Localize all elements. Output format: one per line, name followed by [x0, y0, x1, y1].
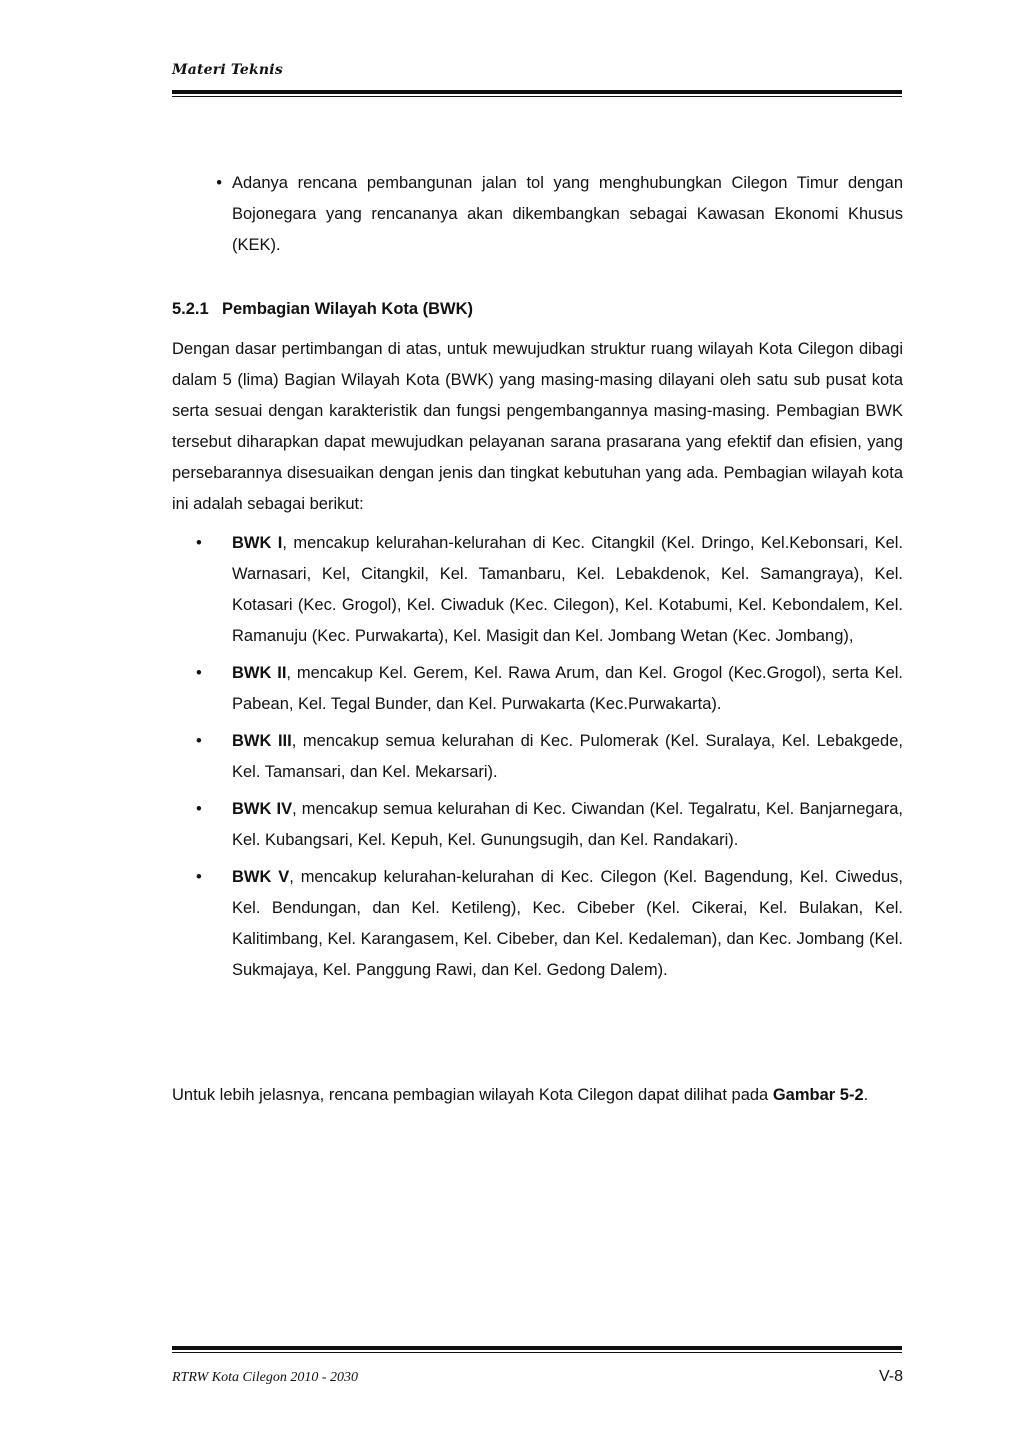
closing-paragraph	[172, 1085, 903, 1106]
bwk-text	[212, 794, 903, 856]
bullet-icon: •	[196, 534, 202, 552]
bullet-icon: •	[196, 732, 202, 750]
list-item	[172, 168, 903, 261]
closing-end: .	[863, 1086, 869, 1104]
bwk-text	[212, 528, 903, 652]
bwk-list	[172, 528, 903, 992]
footer-rule-thin	[172, 1352, 902, 1353]
intro-bullet-text: Adanya rencana pembangunan jalan tol yang menghubungkan Cilegon Timur dengan Bojonegara yang rencananya akan dikembangkan sebagai Kawasan Ekonomi Khusus (KEK).	[232, 174, 903, 254]
section-number: 5.2.1	[172, 300, 209, 318]
bullet-icon: •	[196, 800, 202, 818]
list-item-bwk-1	[172, 528, 903, 652]
bwk-name: BWK V	[232, 868, 290, 886]
bullet-icon: •	[196, 868, 202, 886]
bwk-name: BWK IV	[232, 800, 293, 818]
bwk-text	[212, 658, 903, 720]
intro-bullet-list	[172, 168, 903, 261]
closing-text: Untuk lebih jelasnya, rencana pembagian wilayah Kota Cilegon dapat dilihat pada	[172, 1086, 773, 1104]
section-heading	[172, 294, 473, 325]
list-item-bwk-2	[172, 658, 903, 720]
main-paragraph: Dengan dasar pertimbangan di atas, untuk mewujudkan struktur ruang wilayah Kota Cilegon dibagi dalam 5 (lima) Bagian Wilayah Kota (BWK) yang masing-masing dilayani oleh satu sub pusat kota serta sesuai dengan karakteristik dan fungsi pengembangannya masing-masing. Pembagian BWK tersebut diharapkan dapat mewujudkan pelayanan sarana prasarana yang efektif dan efisien, yang persebarannya disesuaikan dengan jenis dan tingkat kebutuhan yang ada. Pembagian wilayah kota ini adalah sebagai berikut:	[172, 340, 903, 513]
list-item-bwk-4	[172, 794, 903, 856]
footer-title: RTRW Kota Cilegon 2010 - 2030	[172, 1370, 359, 1385]
bwk-description: , mencakup kelurahan-kelurahan di Kec. Citangkil (Kel. Dringo, Kel.Kebonsari, Kel. Warnasari, Kel, Citangkil, Kel. Tamanbaru, Kel. Lebakdenok, Kel. Samangraya), Kel. Kotasari (Kec. Grogol), Kel. Ciwaduk (Kec. Cilegon), Kel. Kotabumi, Kel. Kebondalem, Kel. Ramanuju (Kec. Purwakarta), Kel. Masigit dan Kel. Jombang Wetan (Kec. Jombang),	[232, 534, 904, 645]
header-rule-thick	[172, 90, 902, 94]
bwk-description: , mencakup Kel. Gerem, Kel. Rawa Arum, dan Kel. Grogol (Kec.Grogol), serta Kel. Pabean, Kel. Tegal Bunder, dan Kel. Purwakarta (Kec.Purwakarta).	[232, 664, 903, 713]
bwk-description: , mencakup semua kelurahan di Kec. Ciwandan (Kel. Tegalratu, Kel. Banjarnegara, Kel. Kubangsari, Kel. Kepuh, Kel. Gunungsugih, dan Kel. Randakari).	[232, 800, 903, 849]
bwk-name: BWK II	[232, 664, 287, 682]
bullet-icon: •	[196, 664, 202, 682]
header-rule-thin	[172, 96, 902, 97]
page-number: V-8	[878, 1368, 903, 1385]
header-title: Materi Teknis	[172, 62, 283, 78]
list-item-bwk-5	[172, 862, 903, 986]
bullet-icon: •	[216, 174, 222, 192]
bwk-text	[212, 726, 903, 788]
footer-rule-thick	[172, 1346, 902, 1350]
bwk-name: BWK III	[232, 732, 292, 750]
bwk-name: BWK I	[232, 534, 283, 552]
bwk-description: , mencakup semua kelurahan di Kec. Pulomerak (Kel. Suralaya, Kel. Lebakgede, Kel. Tamansari, dan Kel. Mekarsari).	[232, 732, 903, 781]
bwk-description: , mencakup kelurahan-kelurahan di Kec. Cilegon (Kel. Bagendung, Kel. Ciwedus, Kel. Bendungan, dan Kel. Ketileng), Kec. Cibeber (Kel. Cikerai, Kel. Bulakan, Kel. Kalitimbang, Kel. Karangasem, Kel. Cibeber, dan Kel. Kedaleman), dan Kec. Jombang (Kel. Sukmajaya, Kel. Panggung Rawi, dan Kel. Gedong Dalem).	[232, 868, 904, 979]
list-item-bwk-3	[172, 726, 903, 788]
bwk-text	[212, 862, 903, 986]
figure-reference: Gambar 5-2	[772, 1086, 864, 1104]
section-title: Pembagian Wilayah Kota (BWK)	[222, 300, 474, 318]
